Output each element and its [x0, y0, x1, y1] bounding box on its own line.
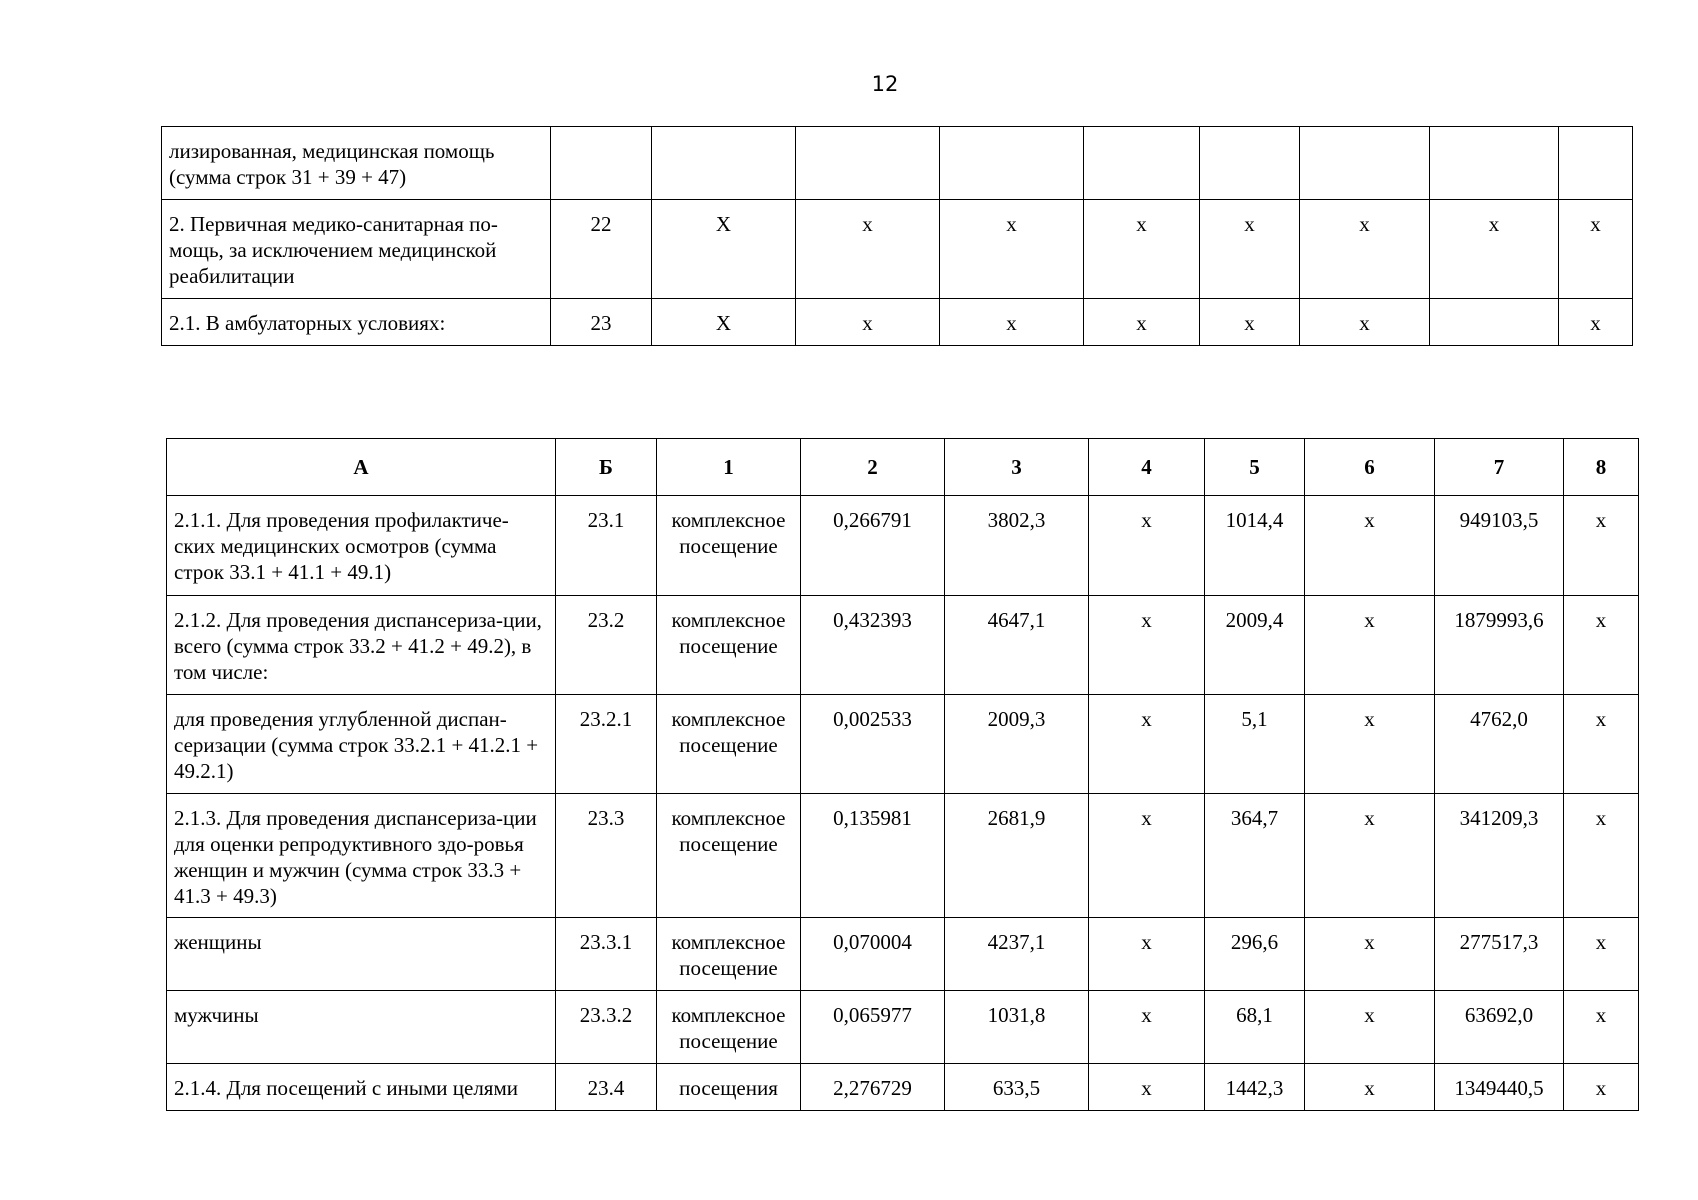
cell: 2681,9 [945, 794, 1089, 918]
cell: x [1305, 695, 1435, 794]
column-header: А [167, 439, 556, 496]
cell: комплексное посещение [657, 496, 801, 596]
row-label: 2. Первичная медико-санитарная по-мощь, за исключением медицинской реабилитации [162, 200, 551, 299]
cell: 4237,1 [945, 918, 1089, 991]
table-row [167, 596, 1639, 695]
cell: 0,002533 [801, 695, 945, 794]
row-label: 2.1.3. Для проведения диспансериза-ции для оценки репродуктивного здо-ровья женщин и мужчин (сумма строк 33.3 + 41.3 + 49.3) [167, 794, 556, 918]
cell [1430, 299, 1559, 346]
cell: x [1089, 496, 1205, 596]
cell: x [1089, 1064, 1205, 1111]
cell: x [1089, 695, 1205, 794]
cell [796, 127, 940, 200]
row-label: 2.1.4. Для посещений с иными целями [167, 1064, 556, 1111]
cell: комплексное посещение [657, 918, 801, 991]
cell: 2,276729 [801, 1064, 945, 1111]
cell: x [1305, 794, 1435, 918]
row-label: лизированная, медицинская помощь (сумма строк 31 + 39 + 47) [162, 127, 551, 200]
cell: 23.3.2 [556, 991, 657, 1064]
table-row [167, 496, 1639, 596]
cell: x [1084, 299, 1200, 346]
column-header: 4 [1089, 439, 1205, 496]
row-label: 2.1. В амбулаторных условиях: [162, 299, 551, 346]
table-main [166, 438, 1639, 1111]
cell: x [1564, 991, 1639, 1064]
cell: 0,070004 [801, 918, 945, 991]
row-label: мужчины [167, 991, 556, 1064]
cell: x [1305, 1064, 1435, 1111]
table-row [167, 1064, 1639, 1111]
column-header: 8 [1564, 439, 1639, 496]
cell: x [940, 299, 1084, 346]
table-row [167, 991, 1639, 1064]
cell: 23.3 [556, 794, 657, 918]
cell: x [1300, 200, 1430, 299]
table-header-row [167, 439, 1639, 496]
cell: 22 [551, 200, 652, 299]
cell: 296,6 [1205, 918, 1305, 991]
cell [551, 127, 652, 200]
cell: x [1305, 918, 1435, 991]
column-header: 7 [1435, 439, 1564, 496]
cell: x [1564, 596, 1639, 695]
cell: 0,432393 [801, 596, 945, 695]
table-row [167, 695, 1639, 794]
column-header: 6 [1305, 439, 1435, 496]
cell: 1031,8 [945, 991, 1089, 1064]
cell: X [652, 299, 796, 346]
cell: x [1089, 918, 1205, 991]
cell: 364,7 [1205, 794, 1305, 918]
cell: x [1564, 918, 1639, 991]
cell: 23.2 [556, 596, 657, 695]
cell: комплексное посещение [657, 794, 801, 918]
cell [1430, 127, 1559, 200]
table-row [167, 794, 1639, 918]
cell [1300, 127, 1430, 200]
cell: посещения [657, 1064, 801, 1111]
table-row [162, 299, 1633, 346]
cell: x [1200, 200, 1300, 299]
cell: 23 [551, 299, 652, 346]
cell [1084, 127, 1200, 200]
cell: 5,1 [1205, 695, 1305, 794]
cell [1200, 127, 1300, 200]
cell: комплексное посещение [657, 596, 801, 695]
cell: 1349440,5 [1435, 1064, 1564, 1111]
cell: x [940, 200, 1084, 299]
cell: 68,1 [1205, 991, 1305, 1064]
cell: 4762,0 [1435, 695, 1564, 794]
column-header: 2 [801, 439, 945, 496]
cell: 949103,5 [1435, 496, 1564, 596]
cell: 23.2.1 [556, 695, 657, 794]
row-label: для проведения углубленной диспан-серизации (сумма строк 33.2.1 + 41.2.1 + 49.2.1) [167, 695, 556, 794]
cell [652, 127, 796, 200]
cell [1559, 127, 1633, 200]
cell: x [1300, 299, 1430, 346]
cell: 4647,1 [945, 596, 1089, 695]
cell: x [1089, 596, 1205, 695]
cell: x [1564, 695, 1639, 794]
cell: x [1305, 596, 1435, 695]
row-label: женщины [167, 918, 556, 991]
cell: 23.4 [556, 1064, 657, 1111]
cell: 0,065977 [801, 991, 945, 1064]
cell: 2009,3 [945, 695, 1089, 794]
cell: x [1200, 299, 1300, 346]
cell: 3802,3 [945, 496, 1089, 596]
cell: x [1564, 1064, 1639, 1111]
cell: 1879993,6 [1435, 596, 1564, 695]
cell: x [796, 200, 940, 299]
page-number: 12 [871, 72, 899, 96]
cell: 1442,3 [1205, 1064, 1305, 1111]
cell: x [1305, 496, 1435, 596]
cell: x [1089, 794, 1205, 918]
table-continuation [161, 126, 1633, 346]
cell: x [1564, 794, 1639, 918]
cell: X [652, 200, 796, 299]
cell: комплексное посещение [657, 695, 801, 794]
cell: 277517,3 [1435, 918, 1564, 991]
cell: 341209,3 [1435, 794, 1564, 918]
cell: 63692,0 [1435, 991, 1564, 1064]
cell: x [1089, 991, 1205, 1064]
cell: 0,266791 [801, 496, 945, 596]
column-header: 3 [945, 439, 1089, 496]
table-row [162, 127, 1633, 200]
table-row [162, 200, 1633, 299]
cell: x [1084, 200, 1200, 299]
cell: 1014,4 [1205, 496, 1305, 596]
cell: 633,5 [945, 1064, 1089, 1111]
cell: 0,135981 [801, 794, 945, 918]
cell: x [1559, 200, 1633, 299]
cell: 23.1 [556, 496, 657, 596]
column-header: Б [556, 439, 657, 496]
cell: комплексное посещение [657, 991, 801, 1064]
cell: x [796, 299, 940, 346]
cell: 23.3.1 [556, 918, 657, 991]
table-row [167, 918, 1639, 991]
cell: x [1430, 200, 1559, 299]
column-header: 1 [657, 439, 801, 496]
cell: x [1564, 496, 1639, 596]
cell: x [1305, 991, 1435, 1064]
cell: x [1559, 299, 1633, 346]
cell: 2009,4 [1205, 596, 1305, 695]
cell [940, 127, 1084, 200]
row-label: 2.1.1. Для проведения профилактиче-ских медицинских осмотров (сумма строк 33.1 + 41.1 + 49.1) [167, 496, 556, 596]
row-label: 2.1.2. Для проведения диспансериза-ции, всего (сумма строк 33.2 + 41.2 + 49.2), в том числе: [167, 596, 556, 695]
column-header: 5 [1205, 439, 1305, 496]
